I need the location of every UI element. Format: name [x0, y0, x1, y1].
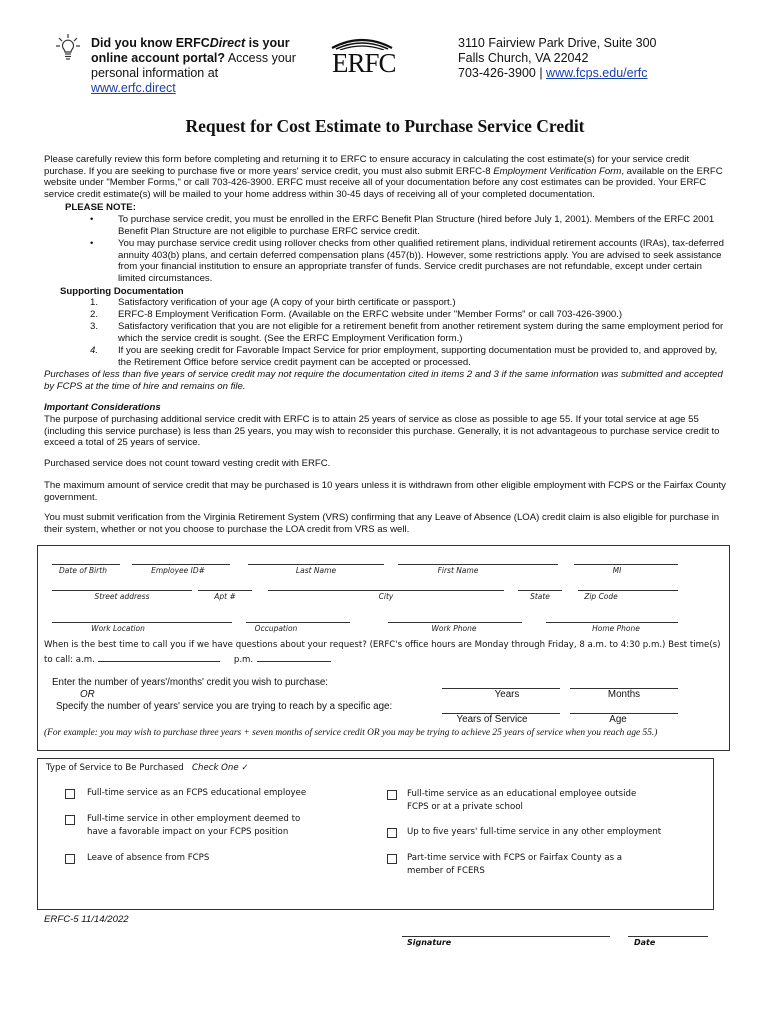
erfc-logo: ERFC	[330, 34, 394, 78]
street-address-field[interactable]	[52, 590, 192, 591]
employee-id-label: Employee ID#	[151, 566, 205, 575]
check-one-label: Check One ✓	[192, 763, 249, 773]
service-option-checkbox[interactable]	[387, 828, 397, 838]
page-title: Request for Cost Estimate to Purchase Service Credit	[185, 116, 585, 136]
important-considerations-heading: Important Considerations	[44, 402, 161, 413]
service-option-part-time: Part-time service with FCPS or Fairfax County as a member of FCERS	[407, 853, 623, 876]
service-option-checkbox[interactable]	[65, 815, 75, 825]
service-option-checkbox[interactable]	[65, 854, 75, 864]
occupation-field[interactable]	[246, 622, 350, 623]
please-note-heading: PLEASE NOTE:	[65, 202, 136, 213]
service-option-fcps-fulltime: Full-time service as an FCPS educational employee	[87, 788, 307, 798]
first-name-field[interactable]	[398, 564, 558, 565]
signature-field[interactable]	[402, 936, 610, 937]
signature-label: Signature	[407, 938, 452, 947]
date-label: Date	[634, 938, 656, 947]
first-name-label: First Name	[437, 566, 479, 575]
bullet-1: • To purchase service credit, you must be enrolled in the ERFC Benefit Plan Structure (hired before July 1, 2001). Members of the ERFC 2001 Benefit Plan Structure are not eligible to purchase ERFC service credit.	[90, 214, 715, 237]
service-type-heading: Type of Service to Be Purchased	[46, 763, 184, 773]
work-phone-field[interactable]	[388, 622, 522, 623]
lightbulb-icon	[56, 33, 80, 63]
apt-field[interactable]	[198, 590, 252, 591]
zip-code-label: Zip Code	[584, 592, 618, 601]
zip-code-field[interactable]	[578, 590, 678, 591]
portal-tip: Did you know ERFCDirect is your online account portal? Access your personal information at www.erfc.direct	[91, 36, 296, 95]
service-option-checkbox[interactable]	[387, 854, 397, 864]
doc-item-2: 2. ERFC-8 Employment Verification Form. (Available on the ERFC website under "Member Forms" or call 703-426-3900.)	[90, 309, 623, 320]
years-of-service-label: Years of Service	[456, 714, 528, 725]
work-location-label: Work Location	[91, 624, 145, 633]
months-label: Months	[607, 689, 641, 700]
apt-label: Apt #	[214, 592, 236, 601]
state-field[interactable]	[518, 590, 562, 591]
bullet-2: • You may purchase service credit using rollover checks from other qualified retirement plans, individual retirement accounts (IRAs), tax-deferred annuity 403(b) plans, and certain deferred compensation plans (457(b)). However, some restrictions apply. You are advised to seek assistance from your financial institution to ensure an appropriate transfer of funds. Service credit purchases are not refundable, except under certain limited circumstances.	[90, 238, 724, 284]
service-option-leave-of-absence: Leave of absence from FCPS	[87, 853, 210, 863]
work-location-field[interactable]	[52, 622, 232, 623]
home-phone-field[interactable]	[546, 622, 678, 623]
best-time-question: When is the best time to call you if we have questions about your request? (ERFC's office hours are Monday through Friday, 8 a.m. to 4:30 p.m.) Best time(s) to call: a.m. p.m.	[44, 640, 721, 665]
service-option-other-employment: Up to five years' full-time service in any other employment	[407, 827, 662, 837]
form-id: ERFC-5 11/14/2022	[44, 914, 129, 925]
service-option-outside-fcps: Full-time service as an educational employee outside FCPS or at a private school	[407, 789, 637, 812]
last-name-label: Last Name	[295, 566, 337, 575]
date-of-birth-label: Date of Birth	[59, 566, 107, 575]
am-time-field[interactable]	[98, 652, 220, 662]
street-address-label: Street address	[94, 592, 150, 601]
service-option-checkbox[interactable]	[387, 790, 397, 800]
supporting-documentation-heading: Supporting Documentation	[60, 286, 184, 297]
purchases-note: Purchases of less than five years of service credit may not require the documentation cited in items 2 and 3 if the same information was submitted and accepted by FCPS at the time of hire and remains on file.	[44, 369, 723, 392]
last-name-field[interactable]	[248, 564, 384, 565]
date-field[interactable]	[628, 936, 708, 937]
important-paragraph-4: You must submit verification from the Virginia Retirement System (VRS) confirming that any Leave of Absence (LOA) credit claim is also eligible for purchase in their system, whether or not you choose to purchase the LOA credit from VRS as well.	[44, 512, 720, 535]
important-paragraph-2: Purchased service does not count toward vesting credit with ERFC.	[44, 458, 331, 469]
state-label: State	[530, 592, 550, 601]
home-phone-label: Home Phone	[592, 624, 640, 633]
specify-label: Specify the number of years' service you are trying to reach by a specific age:	[56, 701, 393, 712]
erfc-address: 3110 Fairview Park Drive, Suite 300 Falls Church, VA 22042 703-426-3900 | www.fcps.edu/erfc	[458, 36, 657, 80]
occupation-label: Occupation	[254, 624, 298, 633]
doc-item-1: 1. Satisfactory verification of your age (A copy of your birth certificate or passport.)	[90, 297, 456, 308]
doc-item-3: 3. Satisfactory verification that you are not eligible for a retirement benefit from another retirement system during the same employment period for which the service credit is sought. (See the ERFC Employment Verification form.)	[90, 321, 724, 344]
example-note: (For example: you may wish to purchase three years + seven months of service credit OR you may be trying to achieve 25 years of service when you reach age 55.)	[44, 728, 658, 738]
city-label: City	[378, 592, 394, 601]
employee-id-field[interactable]	[132, 564, 230, 565]
date-of-birth-field[interactable]	[52, 564, 120, 565]
or-label: OR	[80, 689, 95, 700]
mi-label: MI	[612, 566, 622, 575]
age-label: Age	[609, 714, 627, 725]
important-paragraph-3: The maximum amount of service credit that may be purchased is 10 years unless it is withdrawn from other eligible employment with FCPS or the Fairfax County government.	[44, 480, 726, 503]
city-field[interactable]	[268, 590, 504, 591]
pm-time-field[interactable]	[257, 652, 331, 662]
mi-field[interactable]	[574, 564, 678, 565]
doc-item-4: 4. If you are seeking credit for Favorable Impact Service for prior employment, supporting documentation must be provided to, and approved by, the Retirement Office before service credit payment can be accepted or processed.	[90, 345, 718, 368]
service-option-checkbox[interactable]	[65, 789, 75, 799]
work-phone-label: Work Phone	[431, 624, 477, 633]
important-paragraph-1: The purpose of purchasing additional service credit with ERFC is to attain 25 years of service as close as possible to age 55. If your total service at age 55 (including this service purchase) is less than 25 years, you may wish to reconsider this purchase. Generally, it is not advantageous to purchase service credit to exceed a total of 25 years of service.	[44, 414, 720, 449]
erfc-website-link[interactable]: www.fcps.edu/erfc	[546, 66, 648, 80]
erfc-direct-link[interactable]: www.erfc.direct	[91, 81, 176, 95]
intro-paragraph: Please carefully review this form before completing and returning it to ERFC to ensure accuracy in calculating the cost estimate(s) for your service credit purchase. If you are seeking to purchase five or more years' service credit, you must also submit ERFC-8 Employment Verification Form, available on the ERFC website under "Member Forms," or call 703-426-3900. ERFC must receive all of your documentation before any cost estimates can be provided. Your ERFC service credit estimate(s) will be mailed to your home address within 30-45 days of receiving all of your completed documentation.	[44, 154, 723, 200]
enter-years-label: Enter the number of years'/months' credit you wish to purchase:	[52, 677, 329, 688]
years-label: Years	[494, 689, 520, 700]
service-option-favorable-impact: Full-time service in other employment deemed to have a favorable impact on your FCPS position	[87, 814, 301, 837]
